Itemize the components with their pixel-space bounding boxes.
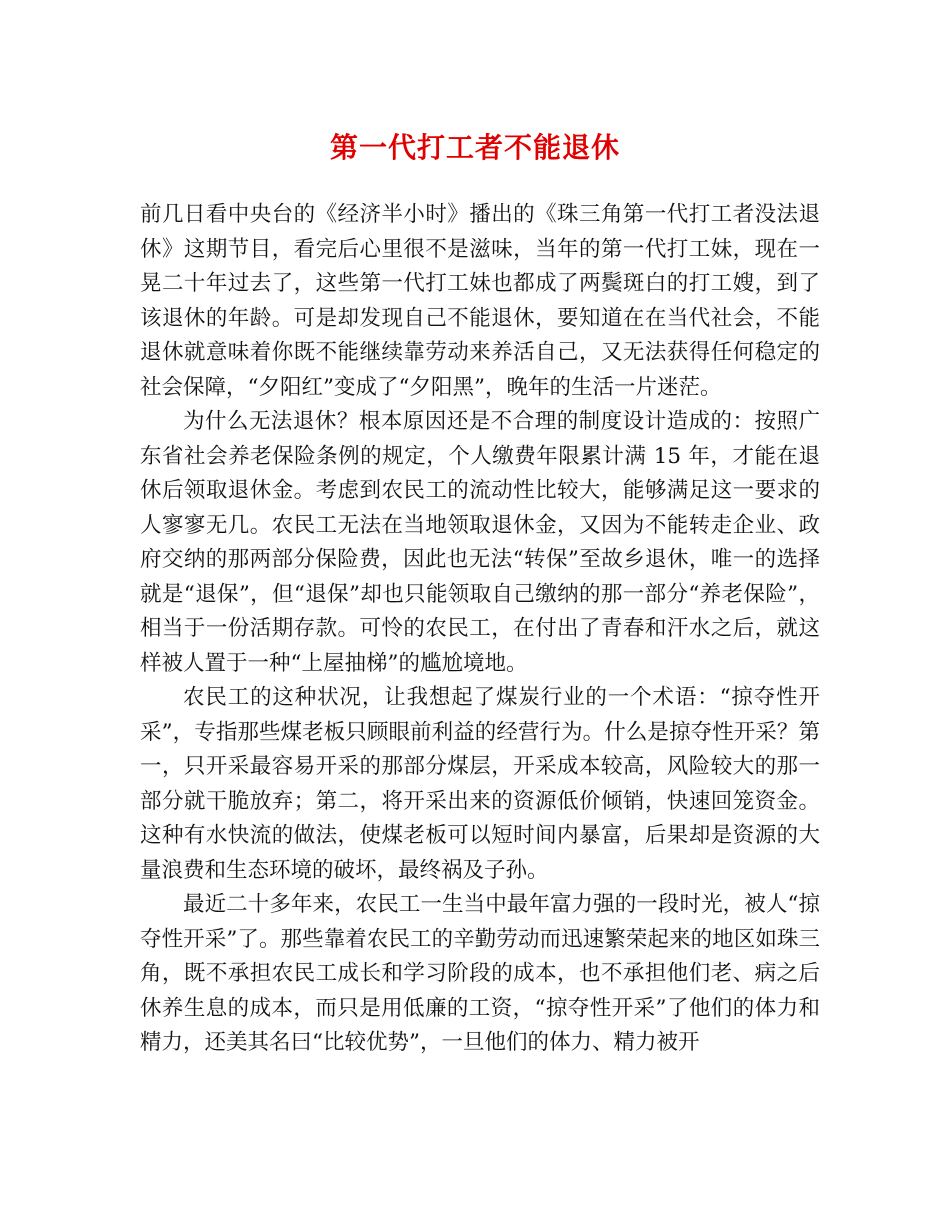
- paragraph-2: 为什么无法退休？根本原因还是不合理的制度设计造成的：按照广东省社会养老保险条例的规定，个人缴费年限累计满 15 年，才能在退休后领取退休金。考虑到农民工的流动性比较大，能够满足这一要求的人寥寥无几。农民工无法在当地领取退休金，又因为不能转走企业、政府交纳的那两部分保险费，因此也无法“转保”至故乡退休，唯一的选择就是“退保”，但“退保”却也只能领取自己缴纳的那一部分“养老保险”，相当于一份活期存款。可怜的农民工，在付出了青春和汗水之后，就这样被人置于一种“上屋抽梯”的尴尬境地。: [140, 409, 820, 676]
- paragraph-1: 前几日看中央台的《经济半小时》播出的《珠三角第一代打工者没法退休》这期节目，看完后心里很不是滋味，当年的第一代打工妹，现在一晃二十年过去了，这些第一代打工妹也都成了两鬓斑白的打工嫂，到了该退休的年龄。可是却发现自己不能退休，要知道在在当代社会，不能退休就意味着你既不能继续靠劳动来养活自己，又无法获得任何稳定的社会保障，“夕阳红”变成了“夕阳黑”，晚年的生活一片迷茫。: [140, 202, 820, 400]
- paragraph-4: 最近二十多年来，农民工一生当中最年富力强的一段时光，被人“掠夺性开采”了。那些靠着农民工的辛勤劳动而迅速繁荣起来的地区如珠三角，既不承担农民工成长和学习阶段的成本，也不承担他们老、病之后休养生息的成本，而只是用低廉的工资，“掠夺性开采”了他们的体力和精力，还美其名曰“比较优势”，一旦他们的体力、精力被开: [140, 892, 820, 1055]
- document-title: 第一代打工者不能退休: [329, 131, 620, 164]
- document-body: [140, 198, 820, 1061]
- paragraph-3: 农民工的这种状况，让我想起了煤炭行业的一个术语：“掠夺性开采”，专指那些煤老板只顾眼前利益的经营行为。什么是掠夺性开采？第一，只开采最容易开采的那部分煤层，开采成本较高，风险较大的那一部分就干脆放弃；第二，将开采出来的资源低价倾销，快速回笼资金。这种有水快流的做法，使煤老板可以短时间内暴富，后果却是资源的大量浪费和生态环境的破坏，最终祸及子孙。: [140, 685, 820, 883]
